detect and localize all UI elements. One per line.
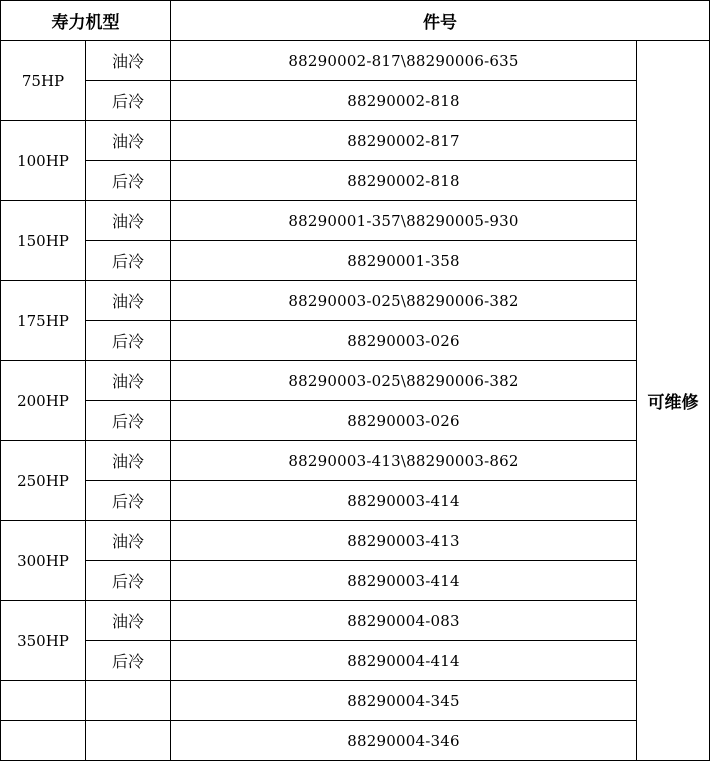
cooling-type-cell: 后冷 (86, 241, 171, 281)
part-number-cell: 88290004-414 (171, 641, 637, 681)
empty-cooling-cell (86, 681, 171, 721)
table-row (1, 641, 710, 681)
part-number-cell: 88290003-025\88290006-382 (171, 361, 637, 401)
table-row (1, 201, 710, 241)
part-number-cell: 88290003-414 (171, 481, 637, 521)
model-cell: 75HP (1, 41, 86, 121)
part-number-cell: 88290003-414 (171, 561, 637, 601)
table-row (1, 241, 710, 281)
table-row (1, 161, 710, 201)
part-number-cell: 88290001-357\88290005-930 (171, 201, 637, 241)
table-row (1, 361, 710, 401)
cooling-type-cell: 后冷 (86, 641, 171, 681)
cooling-type-cell: 油冷 (86, 281, 171, 321)
cooling-type-cell: 油冷 (86, 361, 171, 401)
model-cell: 350HP (1, 601, 86, 681)
cooling-type-cell: 后冷 (86, 321, 171, 361)
cooling-type-cell: 油冷 (86, 601, 171, 641)
header-model: 寿力机型 (1, 1, 171, 41)
cooling-type-cell: 后冷 (86, 561, 171, 601)
part-number-cell: 88290002-818 (171, 161, 637, 201)
part-number-cell: 88290002-817 (171, 121, 637, 161)
part-number-cell: 88290004-083 (171, 601, 637, 641)
table-row (1, 401, 710, 441)
empty-cooling-cell (86, 721, 171, 761)
table-row (1, 561, 710, 601)
model-cell: 100HP (1, 121, 86, 201)
part-number-cell: 88290003-413 (171, 521, 637, 561)
table-row (1, 121, 710, 161)
header-row (1, 1, 710, 41)
part-number-cell: 88290002-818 (171, 81, 637, 121)
cooling-type-cell: 后冷 (86, 481, 171, 521)
model-cell: 150HP (1, 201, 86, 281)
model-cell: 200HP (1, 361, 86, 441)
table-row (1, 601, 710, 641)
empty-model-cell (1, 681, 86, 721)
table-row (1, 521, 710, 561)
part-number-cell: 88290001-358 (171, 241, 637, 281)
cooling-type-cell: 后冷 (86, 401, 171, 441)
table-row (1, 721, 710, 761)
table-row (1, 41, 710, 81)
cooling-type-cell: 油冷 (86, 41, 171, 81)
model-cell: 175HP (1, 281, 86, 361)
table-row (1, 441, 710, 481)
model-cell: 300HP (1, 521, 86, 601)
cooling-type-cell: 油冷 (86, 201, 171, 241)
part-number-cell: 88290002-817\88290006-635 (171, 41, 637, 81)
cooling-type-cell: 后冷 (86, 161, 171, 201)
model-cell: 250HP (1, 441, 86, 521)
header-part-number: 件号 (171, 1, 710, 41)
table-row (1, 681, 710, 721)
part-number-cell: 88290004-346 (171, 721, 637, 761)
part-number-cell: 88290003-025\88290006-382 (171, 281, 637, 321)
repairable-note: 可维修 (637, 41, 710, 761)
table-body (1, 41, 710, 761)
part-number-cell: 88290003-026 (171, 321, 637, 361)
table-row (1, 481, 710, 521)
table-row (1, 321, 710, 361)
part-number-cell: 88290003-026 (171, 401, 637, 441)
empty-model-cell (1, 721, 86, 761)
cooling-type-cell: 油冷 (86, 521, 171, 561)
part-number-cell: 88290003-413\88290003-862 (171, 441, 637, 481)
part-number-cell: 88290004-345 (171, 681, 637, 721)
cooling-type-cell: 油冷 (86, 441, 171, 481)
cooling-type-cell: 后冷 (86, 81, 171, 121)
cooling-type-cell: 油冷 (86, 121, 171, 161)
table-row (1, 81, 710, 121)
table-row (1, 281, 710, 321)
